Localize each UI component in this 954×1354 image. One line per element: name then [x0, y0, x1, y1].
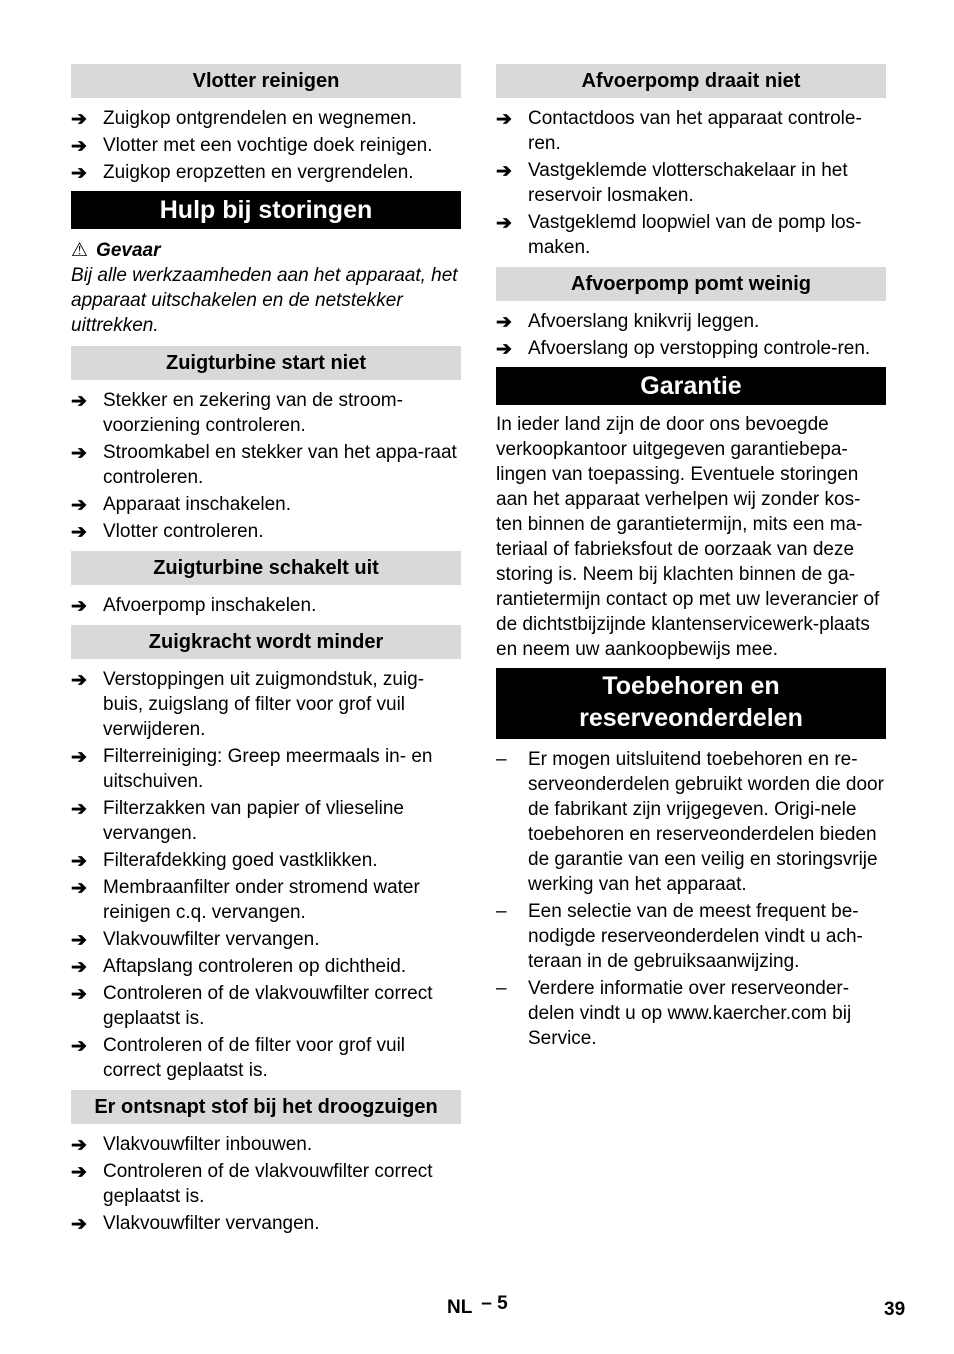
- list-zuigturbine-schakelt-uit: [71, 593, 461, 618]
- list-item: ➔ Controleren of de vlakvouwfilter correct geplaatst is.: [71, 983, 433, 1029]
- list-item: ➔ Membraanfilter onder stromend water reinigen c.q. vervangen.: [71, 877, 420, 923]
- arrow-right-icon: ➔: [71, 851, 87, 872]
- list-item: ➔ Afvoerslang knikvrij leggen.: [496, 311, 760, 333]
- list-item: – Verdere informatie over reserveonder-delen vindt u op www.kaercher.com bij Service.: [496, 978, 852, 1049]
- dash-bullet: –: [496, 978, 507, 999]
- arrow-right-icon: ➔: [71, 163, 87, 184]
- dash-bullet: –: [496, 901, 507, 922]
- right-column: [496, 64, 886, 1053]
- arrow-right-icon: ➔: [496, 339, 512, 360]
- list-item: ➔ Filterreiniging: Greep meermaals in- en uitschuiven.: [71, 746, 433, 792]
- left-column: [71, 64, 461, 1238]
- heading-toebehoren-line1: Toebehoren en: [602, 672, 780, 700]
- arrow-right-icon: ➔: [71, 984, 87, 1005]
- list-item: ➔ Stroomkabel en stekker van het appa-raat controleren.: [71, 442, 457, 488]
- list-vlotter-reinigen: [71, 106, 461, 185]
- list-item: ➔ Vlakvouwfilter inbouwen.: [71, 1134, 313, 1156]
- heading-er-ontsnapt-stof: Er ontsnapt stof bij het droogzuigen: [71, 1090, 461, 1124]
- heading-zuigkracht-wordt-minder: Zuigkracht wordt minder: [71, 625, 461, 659]
- list-toebehoren: [496, 747, 886, 1051]
- heading-zuigturbine-schakelt-uit: Zuigturbine schakelt uit: [71, 551, 461, 585]
- heading-hulp-bij-storingen: Hulp bij storingen: [71, 191, 461, 229]
- arrow-right-icon: ➔: [71, 596, 87, 617]
- arrow-right-icon: ➔: [71, 109, 87, 130]
- arrow-right-icon: ➔: [71, 443, 87, 464]
- list-item: ➔ Afvoerpomp inschakelen.: [71, 595, 317, 617]
- list-item: ➔ Vlotter met een vochtige doek reinigen.: [71, 135, 433, 157]
- footer-language: NL: [447, 1297, 472, 1318]
- heading-toebehoren: [496, 668, 886, 739]
- list-item: ➔ Vastgeklemd loopwiel van de pomp los-maken.: [496, 212, 862, 258]
- list-item: ➔ Contactdoos van het apparaat controle-ren.: [496, 108, 862, 154]
- list-zuigkracht-wordt-minder: [71, 667, 461, 1083]
- footer-page-number: 39: [884, 1299, 906, 1320]
- warning-title: ⚠ Gevaar: [71, 240, 161, 261]
- list-item: ➔ Aftapslang controleren op dichtheid.: [71, 956, 407, 978]
- list-item: ➔ Zuigkop ontgrendelen en wegnemen.: [71, 108, 417, 130]
- list-item: ➔ Vlakvouwfilter vervangen.: [71, 929, 320, 951]
- heading-vlotter-reinigen: Vlotter reinigen: [71, 64, 461, 98]
- list-item: – Er mogen uitsluitend toebehoren en re-serveonderdelen gebruikt worden die door de fabrikant zijn vrijgegeven. Origi-nele toebehoren en reserveonderdelen bieden de garantie van een veilig en storingsvrije werking van het apparaat.: [496, 749, 884, 895]
- heading-garantie: Garantie: [496, 367, 886, 405]
- arrow-right-icon: ➔: [71, 1214, 87, 1235]
- list-item: ➔ Controleren of de vlakvouwfilter correct geplaatst is.: [71, 1161, 433, 1207]
- arrow-right-icon: ➔: [496, 312, 512, 333]
- footer-language-page: [447, 1293, 508, 1319]
- arrow-right-icon: ➔: [71, 1162, 87, 1183]
- garantie-text: In ieder land zijn de door ons bevoegde verkoopkantoor uitgegeven garantiebepa-lingen van toepassing. Eventuele storingen aan het apparaat verhelpen wij zonder kos-ten binnen de garantietermijn, mits een ma-teriaal of fabrieksfout de oorzaak van deze storing is. Neem bij klachten binnen de ga-rantietermijn contact op met uw leverancier of de dichtstbijzijnde klantenservicewerk-plaats en neem uw aankoopbewijs mee.: [496, 414, 880, 660]
- arrow-right-icon: ➔: [71, 1135, 87, 1156]
- list-item: ➔ Apparaat inschakelen.: [71, 494, 292, 516]
- footer-section-page: – 5: [481, 1293, 508, 1314]
- arrow-right-icon: ➔: [71, 799, 87, 820]
- arrow-right-icon: ➔: [496, 161, 512, 182]
- list-item: ➔ Vlotter controleren.: [71, 521, 264, 543]
- arrow-right-icon: ➔: [496, 213, 512, 234]
- list-afvoerpomp-draait-niet: [496, 106, 886, 260]
- arrow-right-icon: ➔: [71, 136, 87, 157]
- list-item: ➔ Stekker en zekering van de stroom-voorziening controleren.: [71, 390, 403, 436]
- warning-text: Bij alle werkzaamheden aan het apparaat, het apparaat uitschakelen en de netstekker uittrekken.: [71, 265, 458, 336]
- list-er-ontsnapt-stof: [71, 1132, 461, 1236]
- list-item: ➔ Vlakvouwfilter vervangen.: [71, 1213, 320, 1235]
- list-zuigturbine-start-niet: [71, 388, 461, 544]
- arrow-right-icon: ➔: [71, 957, 87, 978]
- arrow-right-icon: ➔: [71, 1036, 87, 1057]
- list-item: ➔ Controleren of de filter voor grof vuil correct geplaatst is.: [71, 1035, 406, 1081]
- warning-triangle-icon: ⚠: [71, 240, 89, 261]
- arrow-right-icon: ➔: [71, 878, 87, 899]
- arrow-right-icon: ➔: [496, 109, 512, 130]
- list-item: ➔ Afvoerslang op verstopping controle-ren.: [496, 338, 871, 360]
- heading-afvoerpomp-draait-niet: Afvoerpomp draait niet: [496, 64, 886, 98]
- list-item: ➔ Verstoppingen uit zuigmondstuk, zuig-buis, zuigslang of filter voor grof vuil verwijderen.: [71, 669, 425, 740]
- arrow-right-icon: ➔: [71, 522, 87, 543]
- arrow-right-icon: ➔: [71, 930, 87, 951]
- arrow-right-icon: ➔: [71, 495, 87, 516]
- arrow-right-icon: ➔: [71, 670, 87, 691]
- heading-afvoerpomp-pomt-weinig: Afvoerpomp pomt weinig: [496, 267, 886, 301]
- list-item: ➔ Vastgeklemde vlotterschakelaar in het reservoir losmaken.: [496, 160, 848, 206]
- list-item: ➔ Filterzakken van papier of vlieseline vervangen.: [71, 798, 404, 844]
- list-item: ➔ Zuigkop eropzetten en vergrendelen.: [71, 162, 414, 184]
- arrow-right-icon: ➔: [71, 391, 87, 412]
- heading-zuigturbine-start-niet: Zuigturbine start niet: [71, 346, 461, 380]
- heading-toebehoren-line2: reserveonderdelen: [579, 704, 803, 732]
- list-afvoerpomp-pomt-weinig: [496, 309, 886, 361]
- list-item: – Een selectie van de meest frequent be-nodigde reserveonderdelen vindt u ach-teraan in de gebruiksaanwijzing.: [496, 901, 863, 972]
- arrow-right-icon: ➔: [71, 747, 87, 768]
- dash-bullet: –: [496, 749, 507, 770]
- list-item: ➔ Filterafdekking goed vastklikken.: [71, 850, 378, 872]
